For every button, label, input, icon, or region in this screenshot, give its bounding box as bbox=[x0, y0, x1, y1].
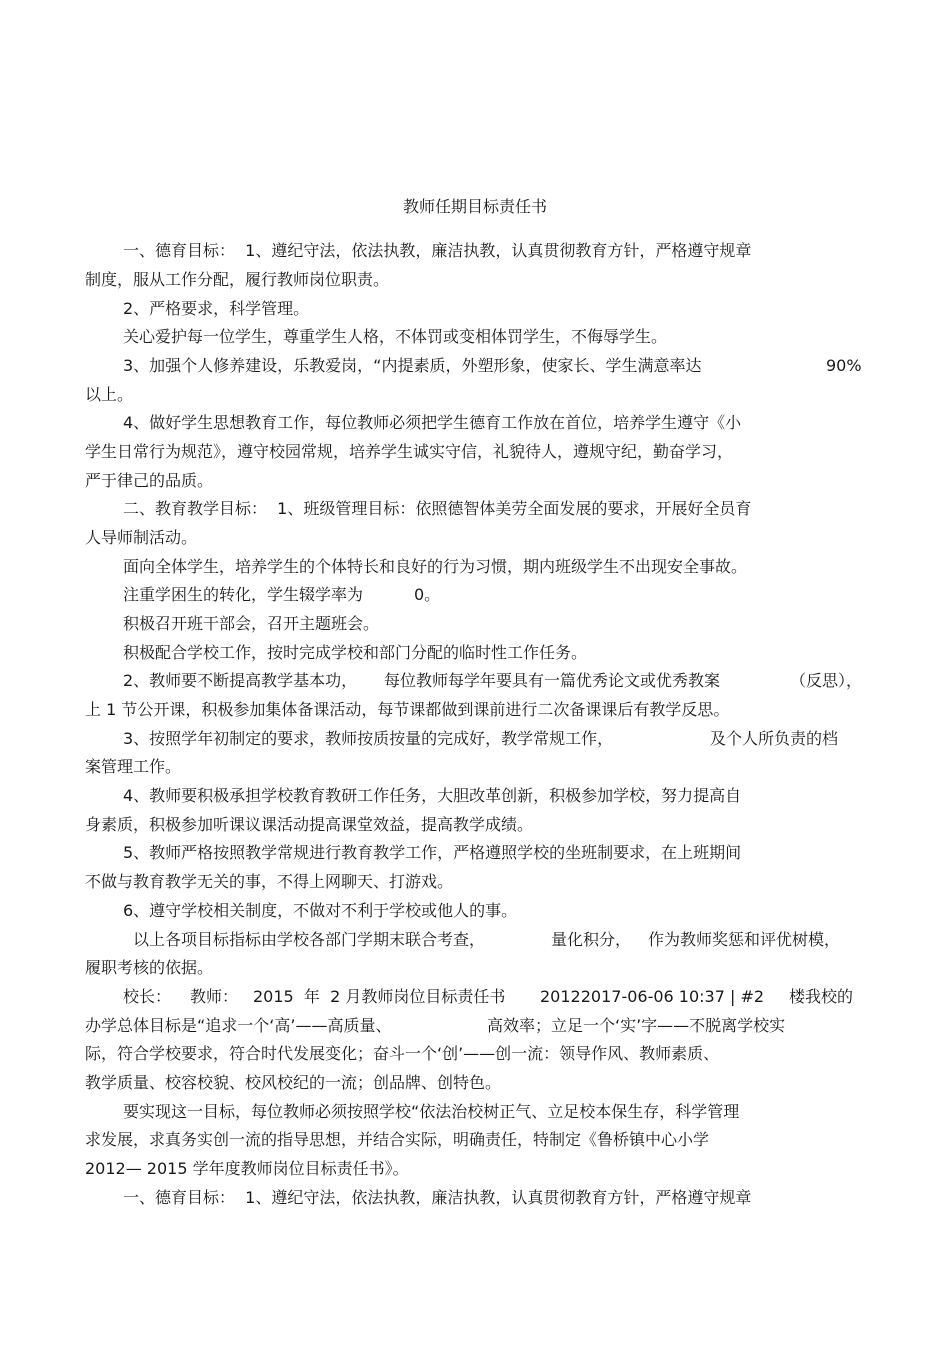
text-line: 及个人所负责的档 bbox=[710, 729, 839, 748]
text-line: 面向全体学生，培养学生的个体特长和良好的行为习惯，期内班级学生不出现安全事故。 bbox=[123, 557, 748, 576]
text-line: 二、教育教学目标： 1、班级管理目标：依照德智体美劳全面发展的要求，开展好全员育 bbox=[123, 499, 752, 518]
text-line: 3、按照学年初制定的要求，教师按质按量的完成好，教学常规工作， bbox=[123, 729, 614, 748]
text-line: 积极召开班干部会，召开主题班会。 bbox=[123, 614, 380, 633]
text-line: 案管理工作。 bbox=[85, 757, 182, 776]
text-line: 关心爱护每一位学生，尊重学生人格，不体罚或变相体罚学生，不侮辱学生。 bbox=[123, 327, 668, 346]
text-line: 积极配合学校工作，按时完成学校和部门分配的临时性工作任务。 bbox=[123, 643, 588, 662]
text-line: 6、遵守学校相关制度，不做对不利于学校或他人的事。 bbox=[123, 901, 518, 920]
text-line: 严于律己的品质。 bbox=[85, 471, 214, 490]
text-line: 楼我校的 bbox=[789, 987, 854, 1006]
text-line: 一、德育目标： 1、遵纪守法，依法执教，廉洁执教，认真贯彻教育方针，严格遵守规章 bbox=[123, 241, 752, 260]
text-line: 履职考核的依据。 bbox=[85, 958, 214, 977]
text-line: 求发展，求真务实创一流的指导思想，并结合实际，明确责任，特制定《鲁桥镇中心小学 bbox=[85, 1130, 710, 1149]
text-line: 3、加强个人修养建设，乐教爱岗，“内提素质，外塑形象，使家长、学生满意率达 bbox=[123, 356, 702, 375]
text-line: 2、教师要不断提高教学基本功， bbox=[123, 671, 358, 690]
text-line: 人导师制活动。 bbox=[85, 528, 198, 547]
text-line: 高效率；立足一个‘实’字——不脱离学校实 bbox=[487, 1016, 786, 1035]
text-line: 上 1 节公开课，积极参加集体备课活动，每节课都做到课前进行二次备课课后有教学反思。 bbox=[85, 700, 730, 719]
text-line: 教师： bbox=[190, 987, 239, 1006]
text-line: 不做与教育教学无关的事，不得上网聊天、打游戏。 bbox=[85, 872, 454, 891]
text-line: 以上各项目标指标由学校各部门学期末联合考查， bbox=[133, 930, 486, 949]
document-title: 教师任期目标责任书 bbox=[402, 197, 547, 216]
text-line: 4、教师要积极承担学校教育教研工作任务，大胆改革创新，积极参加学校，努力提高自 bbox=[123, 786, 742, 805]
text-line: 作为教师奖惩和评优树模， bbox=[648, 930, 841, 949]
text-line: 一、德育目标： 1、遵纪守法，依法执教，廉洁执教，认真贯彻教育方针，严格遵守规章 bbox=[123, 1188, 752, 1207]
text-line: 2、严格要求，科学管理。 bbox=[123, 299, 310, 318]
text-line: （反思）， bbox=[790, 671, 863, 690]
text-line: 5、教师严格按照教学常规进行教育教学工作，严格遵照学校的坐班制要求，在上班期间 bbox=[123, 843, 742, 862]
text-line: 20122017-06-06 10:37 | #2 bbox=[540, 987, 765, 1006]
text-line: 2012— 2015 学年度教师岗位目标责任书》。 bbox=[85, 1159, 409, 1178]
text-line: 量化积分， bbox=[551, 930, 632, 949]
text-line: 每位教师每学年要具有一篇优秀论文或优秀教案 bbox=[384, 671, 721, 690]
text-line: 办学总体目标是“追求一个‘高’——高质量、 bbox=[85, 1016, 392, 1035]
text-line: 际，符合学校要求，符合时代发展变化；奋斗一个‘创’——创一流：领导作风、教师素质、 bbox=[85, 1044, 720, 1063]
text-line: 90% bbox=[826, 356, 862, 375]
text-line: 校长： bbox=[123, 987, 172, 1006]
text-line: 要实现这一目标，每位教师必须按照学校“依法治校树正气、立足校本保生存，科学管理 bbox=[123, 1102, 740, 1121]
text-line: 教学质量、校容校貌、校风校纪的一流；创品牌、创特色。 bbox=[85, 1073, 502, 1092]
text-line: 0。 bbox=[414, 585, 441, 604]
text-line: 以上。 bbox=[85, 385, 134, 404]
text-line: 身素质，积极参加听课议课活动提高课堂效益，提高教学成绩。 bbox=[85, 815, 534, 834]
text-line: 注重学困生的转化，学生辍学率为 bbox=[123, 585, 364, 604]
text-line: 4、做好学生思想教育工作，每位教师必须把学生德育工作放在首位，培养学生遵守《小 bbox=[123, 413, 742, 432]
text-line: 制度，服从工作分配，履行教师岗位职责。 bbox=[85, 270, 390, 289]
text-line: 学生日常行为规范》，遵守校园常规，培养学生诚实守信，礼貌待人，遵规守纪，勤奋学习， bbox=[85, 442, 734, 461]
text-line: 2015 年 2 月教师岗位目标责任书 bbox=[253, 987, 506, 1006]
